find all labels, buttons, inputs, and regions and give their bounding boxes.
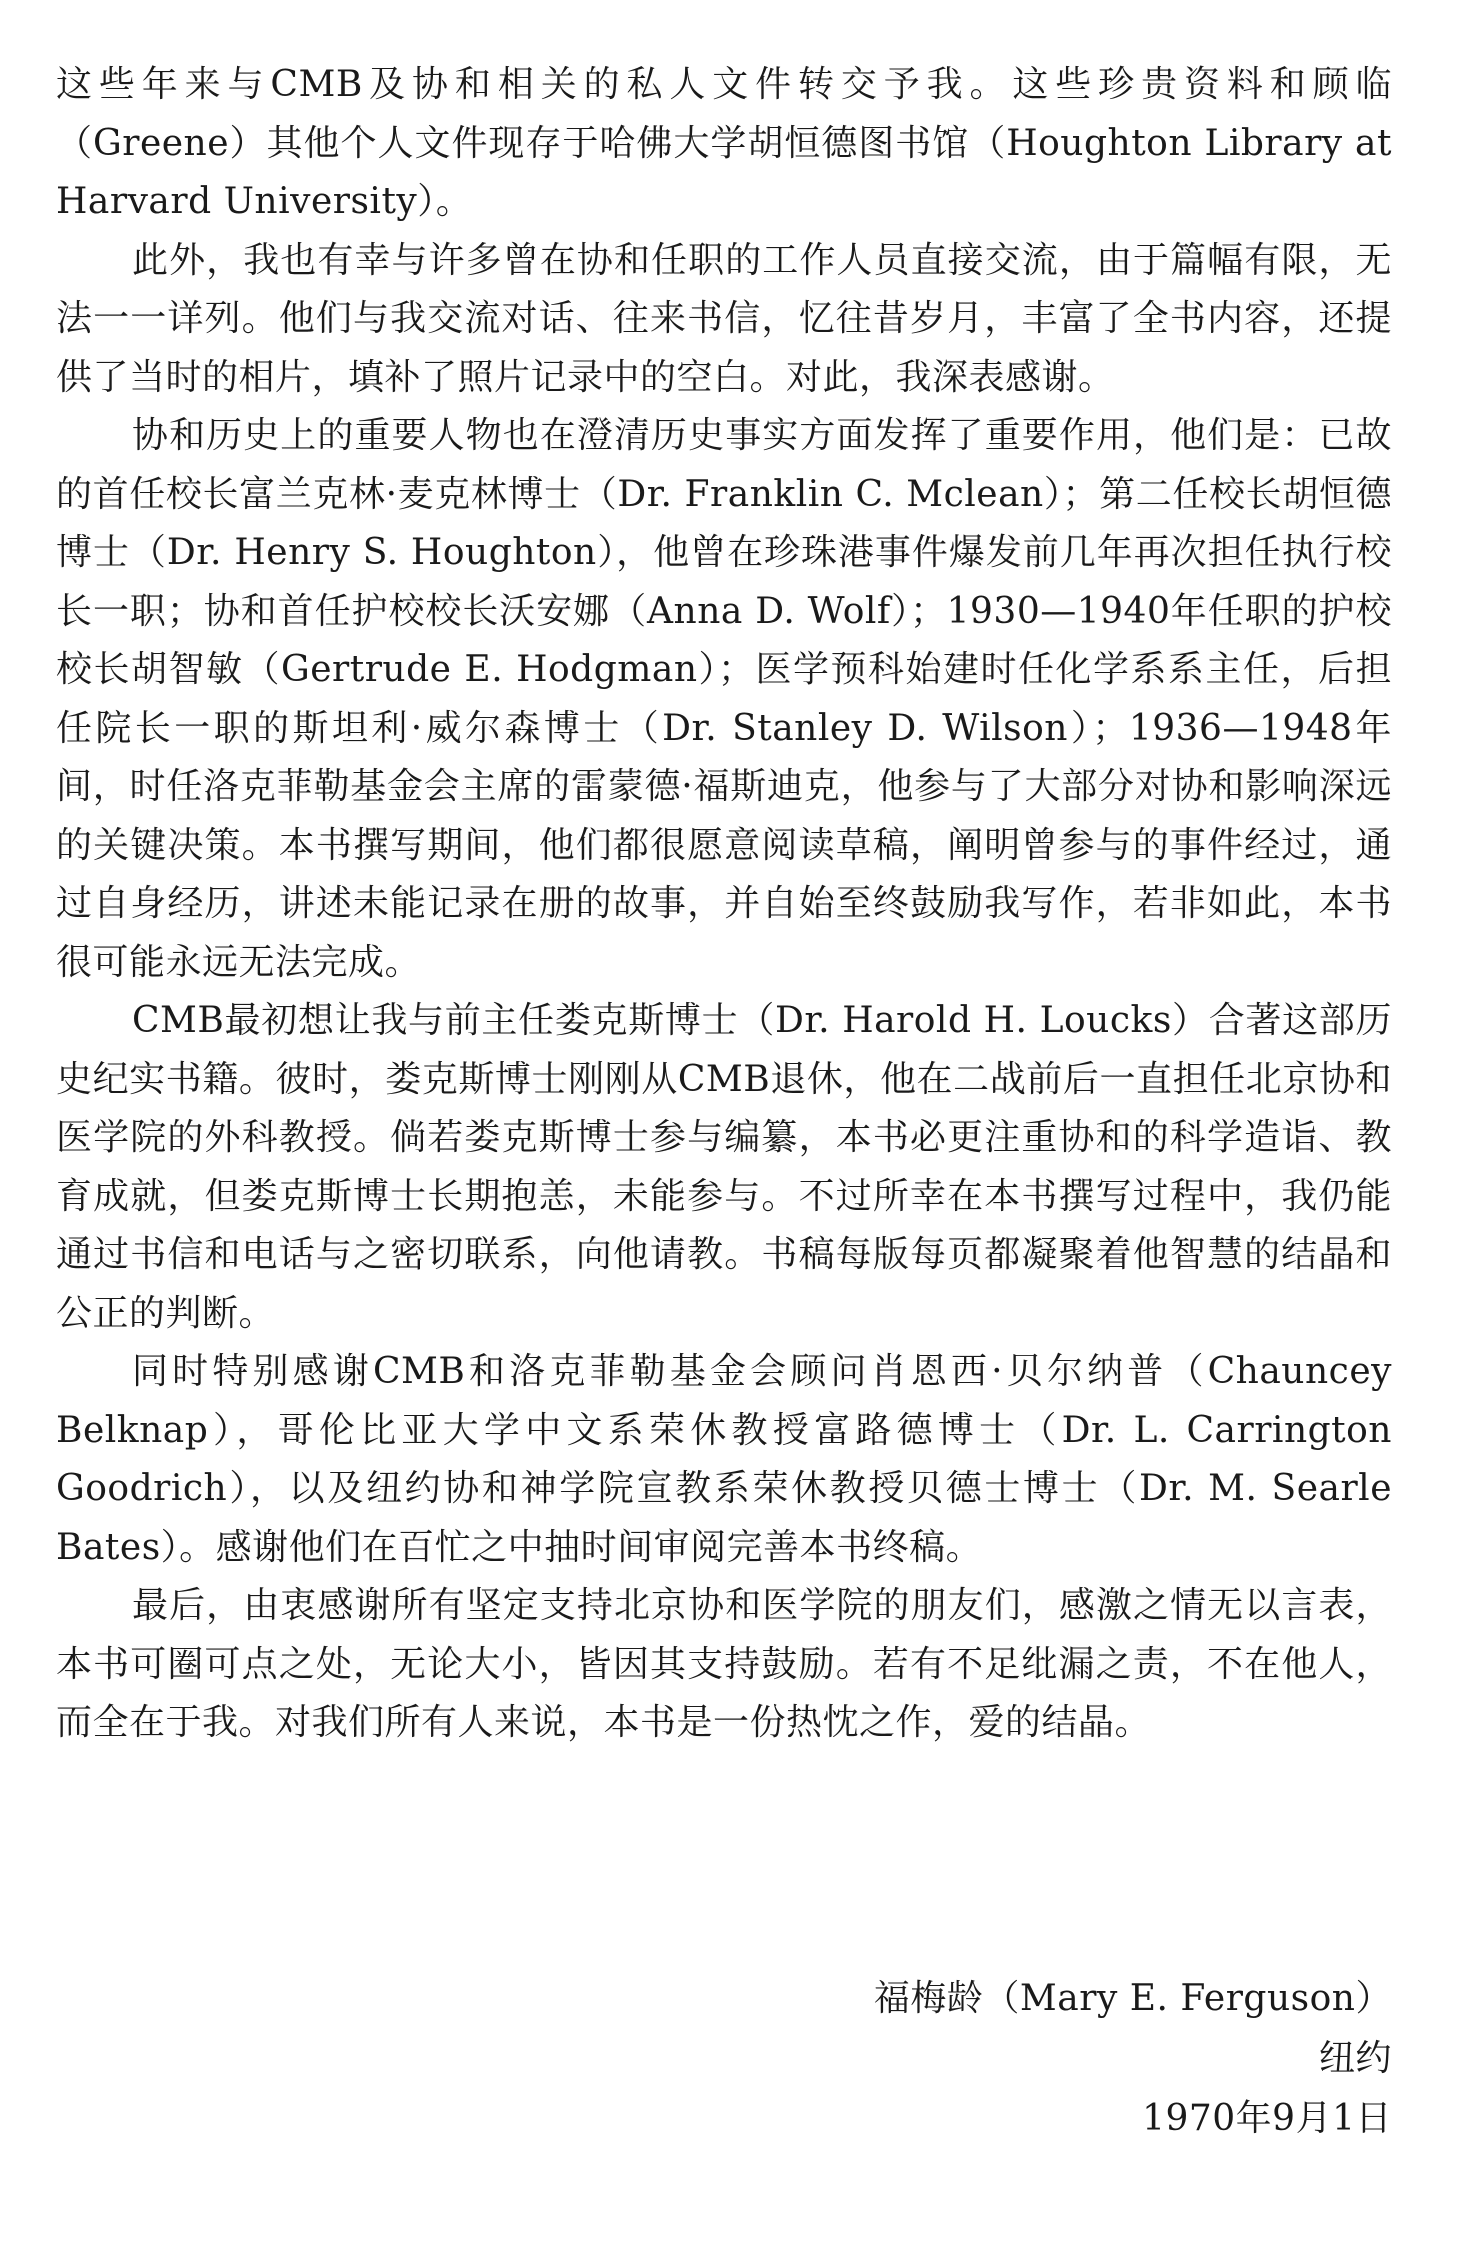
paragraph-5: 同时特别感谢CMB和洛克菲勒基金会顾问肖恩西·贝尔纳普（Chauncey Belknap），哥伦比亚大学中文系荣休教授富路德博士（Dr. L. Carrington Goodrich），以及纽约协和神学院宣教系荣休教授贝德士博士（Dr. M. Searle Bates）。感谢他们在百忙之中抽时间审阅完善本书终稿。: [56, 1351, 1392, 1568]
signature-place: 纽约: [1318, 2038, 1392, 2079]
paragraph-4: CMB最初想让我与前主任娄克斯博士（Dr. Harold H. Loucks）合著这部历史纪实书籍。彼时，娄克斯博士刚刚从CMB退休，他在二战前后一直担任北京协和医学院的外科教授。倘若娄克斯博士参与编纂，本书必更注重协和的科学造诣、教育成就，但娄克斯博士长期抱恙，未能参与。不过所幸在本书撰写过程中，我仍能通过书信和电话与之密切联系，向他请教。书稿每版每页都凝聚着他智慧的结晶和公正的判断。: [56, 1000, 1392, 1334]
paragraph-1: 这些年来与CMB及协和相关的私人文件转交予我。这些珍贵资料和顾临（Greene）其他个人文件现存于哈佛大学胡恒德图书馆（Houghton Library at Harvard University）。: [56, 64, 1392, 222]
paragraph-2: 此外，我也有幸与许多曾在协和任职的工作人员直接交流，由于篇幅有限，无法一一详列。他们与我交流对话、往来书信，忆往昔岁月，丰富了全书内容，还提供了当时的相片，填补了照片记录中的空白。对此，我深表感谢。: [56, 239, 1392, 398]
signature-date: 1970年9月1日: [1142, 2098, 1392, 2139]
paragraph-6: 最后，由衷感谢所有坚定支持北京协和医学院的朋友们，感激之情无以言表，本书可圈可点之处，无论大小，皆因其支持鼓励。若有不足纰漏之责，不在他人，而全在于我。对我们所有人来说，本书是一份热忱之作，爱的结晶。: [56, 1585, 1392, 1743]
signature-name: 福梅龄（Mary E. Ferguson）: [873, 1978, 1392, 2019]
paragraph-3: 协和历史上的重要人物也在澄清历史事实方面发挥了重要作用，他们是：已故的首任校长富兰克林·麦克林博士（Dr. Franklin C. Mclean）；第二任校长胡恒德博士（Dr. Henry S. Houghton），他曾在珍珠港事件爆发前几年再次担任执行校长一职；协和首任护校校长沃安娜（Anna D. Wolf）；1930—1940年任职的护校校长胡智敏（Gertrude E. Hodgman）；医学预科始建时任化学系系主任，后担任院长一职的斯坦利·威尔森博士（Dr. Stanley D. Wilson）；1936—1948年间，时任洛克菲勒基金会主席的雷蒙德·福斯迪克，他参与了大部分对协和影响深远的关键决策。本书撰写期间，他们都很愿意阅读草稿，阐明曾参与的事件经过，通过自身经历，讲述未能记录在册的故事，并自始至终鼓励我写作，若非如此，本书很可能永远无法完成。: [56, 415, 1392, 983]
